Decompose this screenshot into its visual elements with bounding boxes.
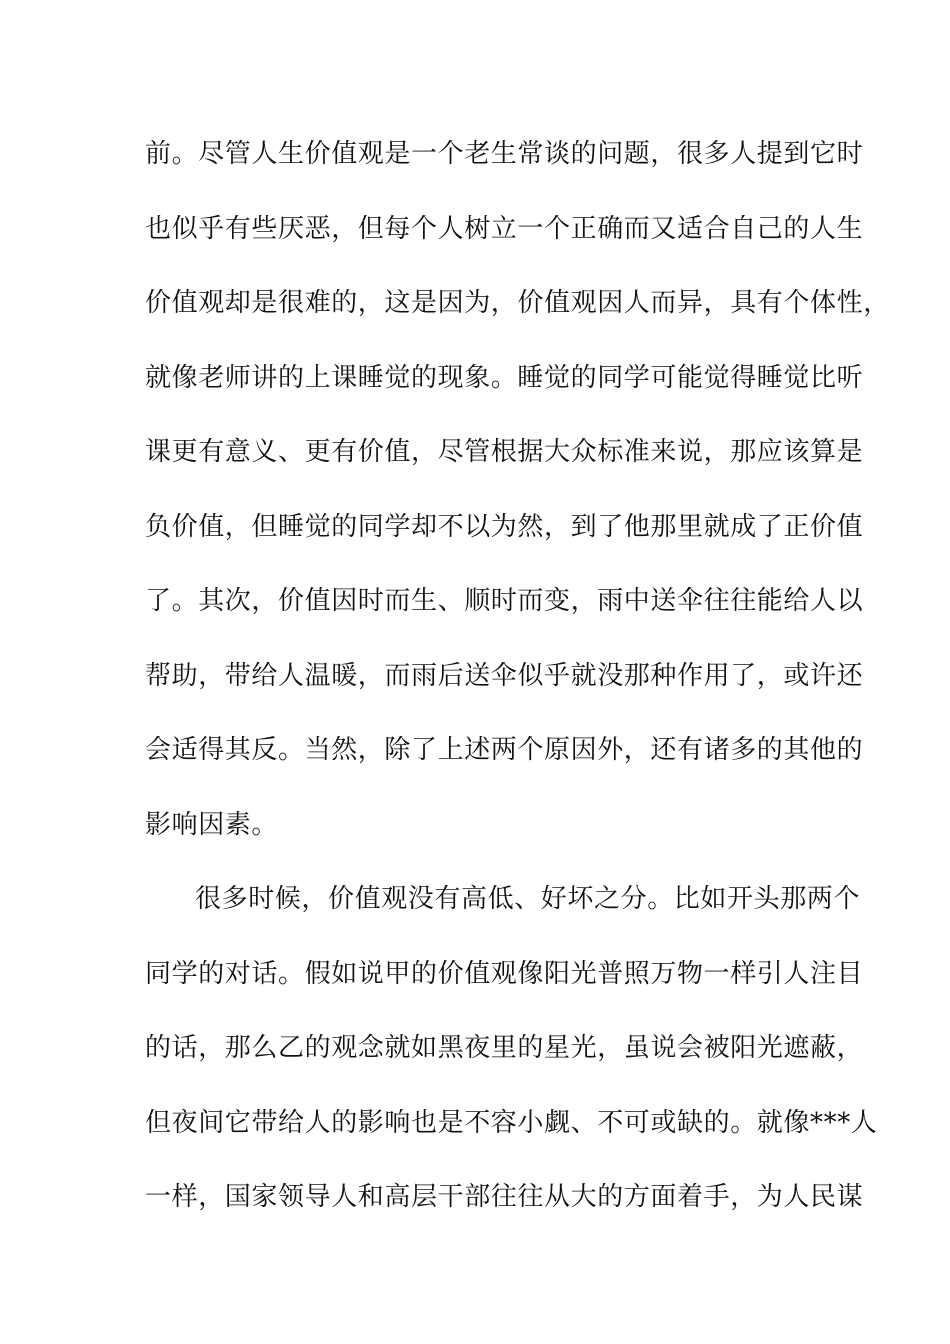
text-line: 也似乎有些厌恶，但每个人树立一个正确而又适合自己的人生 xyxy=(145,213,864,244)
text-line: 同学的对话。假如说甲的价值观像阳光普照万物一样引人注目 xyxy=(145,958,864,989)
text-line: 影响因素。 xyxy=(145,809,279,840)
text-line: 价值观却是很难的，这是因为，价值观因人而异，具有个体性， xyxy=(145,288,890,318)
text-line: 负价值，但睡觉的同学却不以为然，到了他那里就成了正价值 xyxy=(145,511,864,542)
text-line: 很多时候，价值观没有高低、好坏之分。比如开头那两个 xyxy=(195,884,861,914)
text-line: 会适得其反。当然，除了上述两个原因外，还有诸多的其他的 xyxy=(145,735,864,765)
text-line: 了。其次，价值因时而生、顺时而变，雨中送伞往往能给人以 xyxy=(145,586,864,616)
text-line: 一样，国家领导人和高层干部往往从大的方面着手，为人民谋 xyxy=(145,1182,864,1212)
paragraph-2 xyxy=(145,873,878,1246)
text-line: 的话，那么乙的观念就如黑夜里的星光，虽说会被阳光遮蔽， xyxy=(145,1033,864,1063)
text-line: 课更有意义、更有价值，尽管根据大众标准来说，那应该算是 xyxy=(145,437,864,467)
document-body xyxy=(145,128,890,1246)
text-line: 但夜间它带给人的影响也是不容小觑、不可或缺的。就像***人 xyxy=(145,1107,878,1138)
paragraph-1 xyxy=(145,128,890,873)
text-line: 帮助，带给人温暖，而雨后送伞似乎就没那种作用了，或许还 xyxy=(145,660,864,691)
text-line: 就像老师讲的上课睡觉的现象。睡觉的同学可能觉得睡觉比听 xyxy=(145,362,864,393)
text-line: 前。尽管人生价值观是一个老生常谈的问题，很多人提到它时 xyxy=(145,139,864,169)
